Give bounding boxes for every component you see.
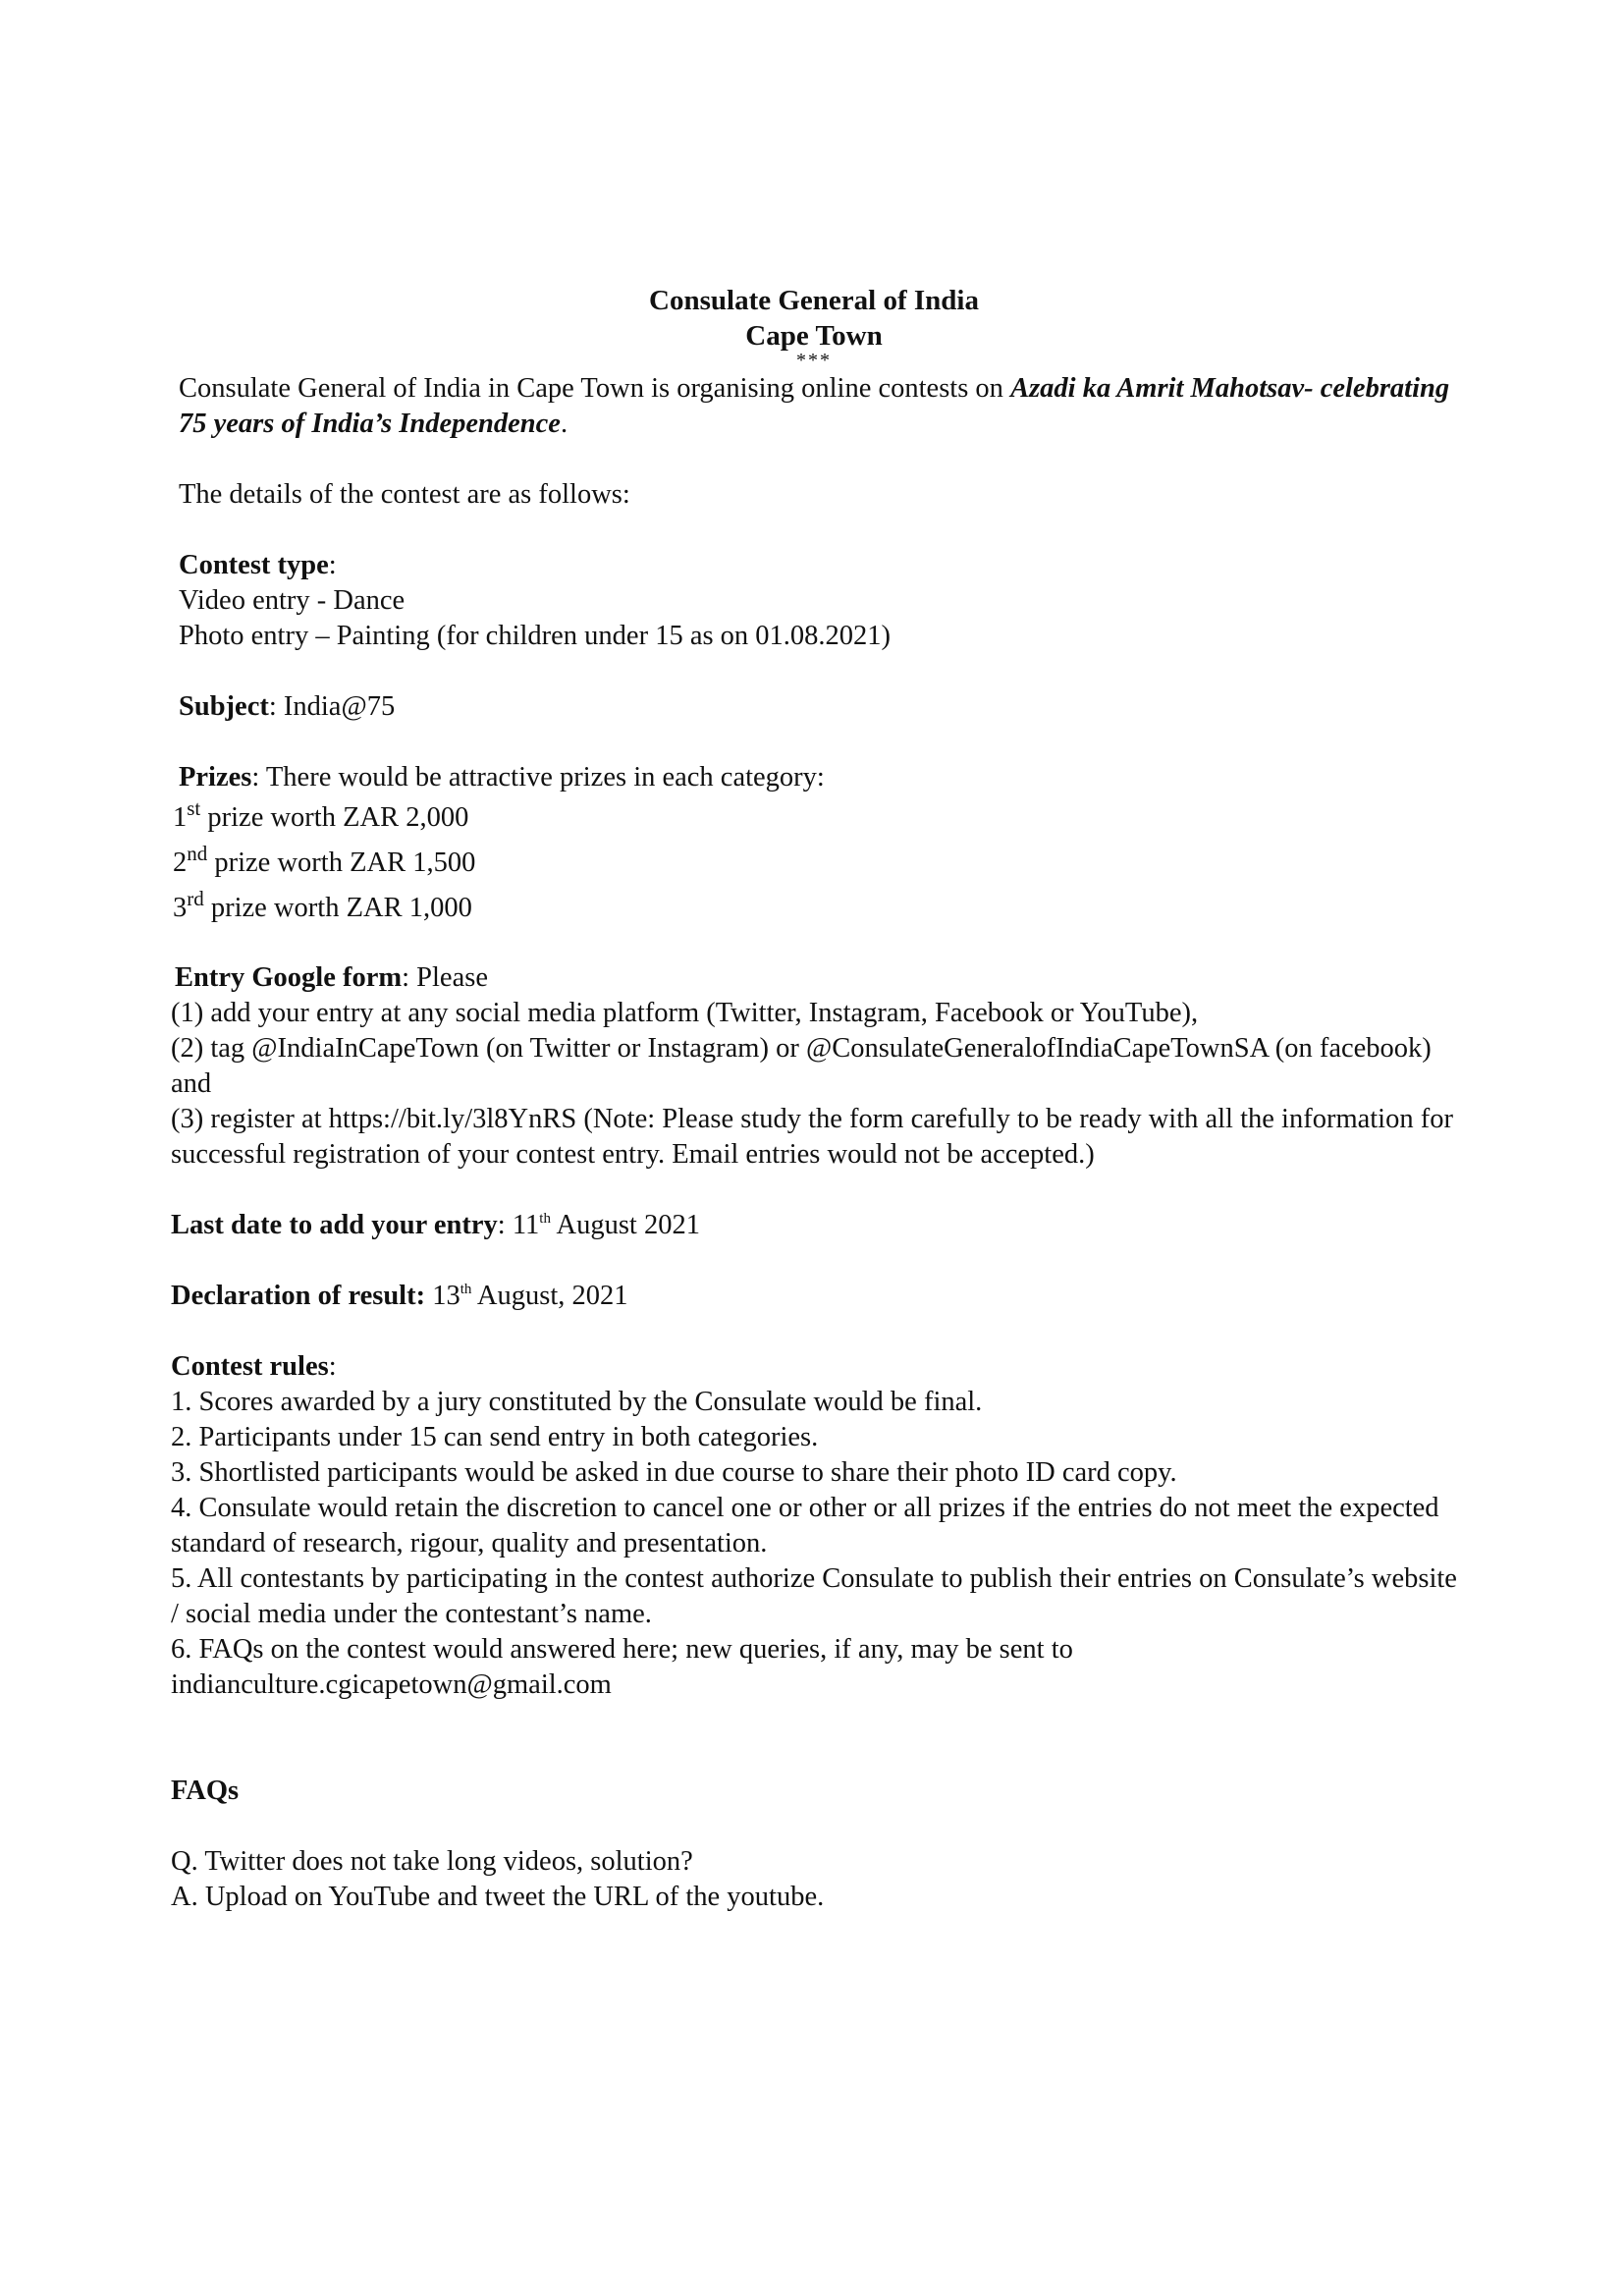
prize-rank: 2: [173, 847, 188, 878]
entry-form-step: (3) register at https://bit.ly/3l8YnRS (Note: Please study the form carefully to be ready with all the information for successful registration of your contest entry. Email entries would not be accepted.): [171, 1104, 1453, 1170]
entry-form-heading: [175, 960, 1461, 996]
contest-type-heading: [179, 548, 1461, 583]
prize-amount: prize worth ZAR 2,000: [200, 802, 469, 833]
entry-form-step: (2) tag @IndiaInCapeTown (on Twitter or Instagram) or @ConsulateGeneralofIndiaCapeTownSA (on facebook) and: [171, 1033, 1432, 1099]
prize-rank-suffix: rd: [187, 887, 204, 910]
contest-type-colon: :: [328, 550, 337, 580]
rule-item: 5. All contestants by participating in the contest authorize Consulate to publish their entries on Consulate’s website / social media under the contestant’s name.: [171, 1563, 1457, 1629]
faq-answer: A. Upload on YouTube and tweet the URL of the youtube.: [171, 1882, 825, 1912]
prize-item: [173, 795, 1461, 841]
prize-item: [173, 886, 1461, 931]
prizes-label: Prizes: [179, 762, 252, 793]
rule-item: 3. Shortlisted participants would be asked in due course to share their photo ID card copy.: [171, 1457, 1177, 1488]
intro-end: .: [560, 409, 568, 439]
contest-type-item: Video entry - Dance: [179, 585, 406, 616]
intro-text: Consulate General of India in Cape Town is organising online contests on: [179, 373, 1011, 404]
rule-item: 6. FAQs on the contest would answered here; new queries, if any, may be sent to indianculture.cgicapetown@gmail.com: [171, 1634, 1073, 1700]
entry-form-text: : Please: [402, 962, 488, 993]
header-org: Consulate General of India: [649, 285, 979, 316]
rules-colon: :: [328, 1351, 337, 1382]
declaration-suffix: th: [460, 1282, 472, 1297]
declaration-label: Declaration of result:: [171, 1281, 426, 1311]
prize-rank: 3: [173, 893, 188, 923]
intro-paragraph: [179, 371, 1461, 442]
prize-rank-suffix: st: [187, 796, 201, 820]
contest-type-item: Photo entry – Painting (for children under 15 as on 01.08.2021): [179, 621, 892, 651]
document-body: [171, 283, 1461, 1915]
faq-question: Q. Twitter does not take long videos, solution?: [171, 1846, 693, 1877]
entry-form-label: Entry Google form: [175, 962, 403, 993]
last-date-month: August 2021: [550, 1210, 700, 1240]
prize-rank: 1: [173, 802, 188, 833]
declaration-line: [171, 1279, 1461, 1314]
subject-label: Subject: [179, 691, 269, 722]
prize-rank-suffix: nd: [187, 842, 208, 865]
last-date-day: : 11: [497, 1210, 540, 1240]
last-date-suffix: th: [539, 1211, 551, 1227]
subject-line: [179, 689, 1461, 725]
last-date-label: Last date to add your entry: [171, 1210, 498, 1240]
prizes-text: : There would be attractive prizes in each category:: [251, 762, 825, 793]
last-date-line: [171, 1208, 1461, 1243]
rule-item: 1. Scores awarded by a jury constituted by the Consulate would be final.: [171, 1387, 983, 1417]
header-city: Cape Town: [745, 320, 883, 352]
prizes-line: [179, 760, 1461, 795]
rule-item: 2. Participants under 15 can send entry in both categories.: [171, 1422, 819, 1452]
intro-emphasis: Azadi ka Amrit Mahotsav- celebrating 75 years of India’s Independence: [179, 373, 1450, 439]
prize-item: [173, 841, 1461, 886]
rule-item: 4. Consulate would retain the discretion to cancel one or other or all prizes if the entries do not meet the expected standard of research, rigour, quality and presentation.: [171, 1493, 1439, 1558]
contest-type-label: Contest type: [179, 550, 329, 580]
header-separator: ***: [796, 350, 832, 371]
prize-amount: prize worth ZAR 1,500: [207, 847, 476, 878]
details-intro: The details of the contest are as follows:: [179, 479, 630, 510]
faqs-title: FAQs: [171, 1776, 240, 1806]
rules-label: Contest rules: [171, 1351, 329, 1382]
prize-amount: prize worth ZAR 1,000: [203, 893, 472, 923]
subject-value: : India@75: [268, 691, 396, 722]
declaration-day: 13: [425, 1281, 460, 1311]
entry-form-step: (1) add your entry at any social media platform (Twitter, Instagram, Facebook or YouTube),: [171, 998, 1199, 1028]
declaration-month: August, 2021: [471, 1281, 628, 1311]
rules-heading: [171, 1349, 1461, 1385]
